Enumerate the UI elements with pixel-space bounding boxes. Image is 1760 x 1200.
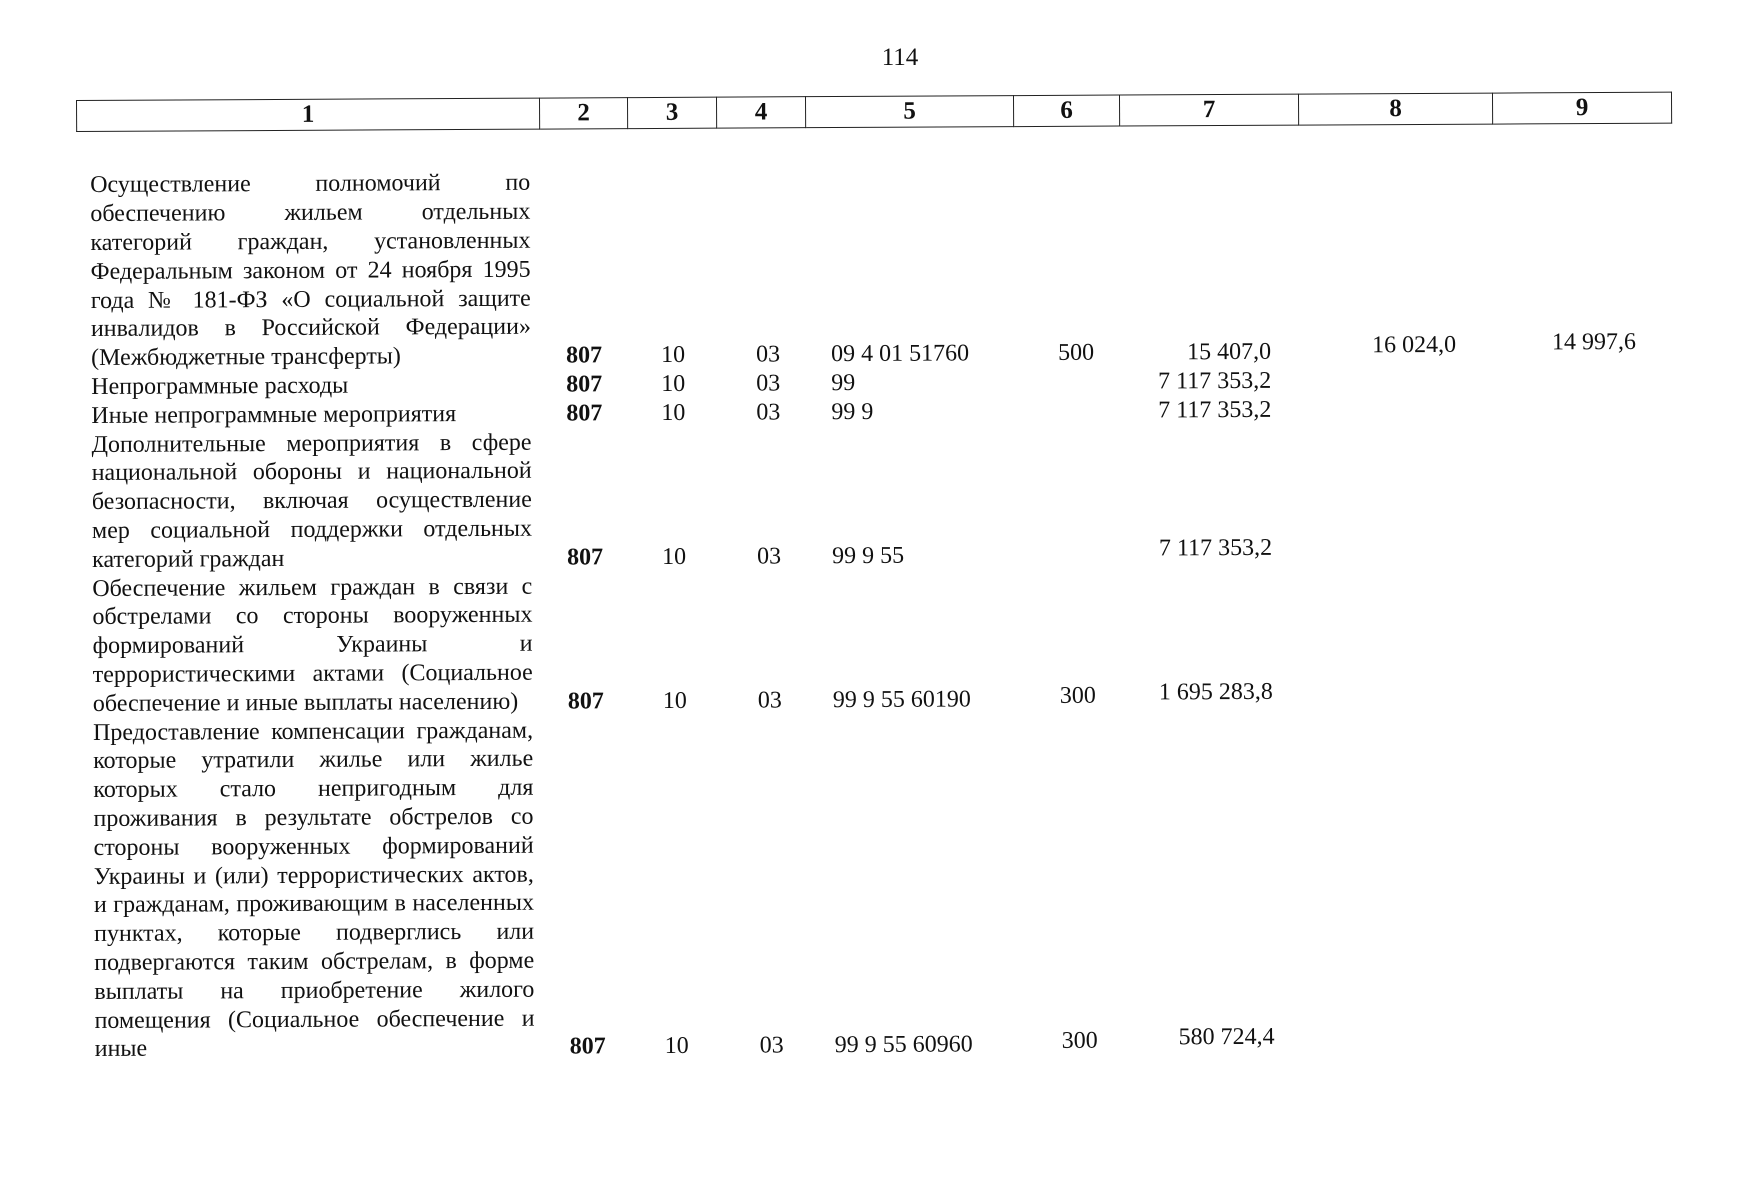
row-expense-type: 500 (1057, 339, 1095, 367)
row-sum-3: 14 997,6 (1551, 329, 1637, 356)
row-subsection: 03 (756, 370, 781, 397)
column-header-2: 2 (539, 98, 627, 129)
table-row (91, 422, 1682, 574)
row-target: 99 (831, 369, 856, 397)
row-sum-1: 7 117 353,2 (1158, 367, 1272, 395)
row-sum-1: 1 695 283,8 (1158, 678, 1273, 706)
row-section: 10 (661, 342, 686, 369)
row-code: 807 (567, 688, 604, 715)
column-header-1: 1 (77, 98, 540, 131)
row-sum-2: 16 024,0 (1371, 332, 1457, 359)
row-name: Осуществление полномочий по обеспечению жильем отдельных категорий граждан, установленных Федеральным законом от 24 ноября 1995 года № 181-ФЗ «О социальной защите инвалидов в Российской Федерации» (Межбюджетные трансферты) (90, 170, 531, 372)
row-code: 807 (569, 1033, 606, 1060)
row-target: 99 9 55 60960 (834, 1031, 973, 1059)
row-section: 10 (662, 687, 687, 714)
row-name: Предоставление компенсации гражданам, которые утратили жилье или жилье которых стало непригодным для проживания в результате обстрелов со стороны вооруженных формирований Украины и (или) террористических актов, и гражданам, проживающим в населенных пунктах, которые подверглись или подвергаются таким обстрелам, в форме выплаты на приобретение жилого помещения (Социальное обеспечение и иные (92, 717, 535, 1063)
column-header-table (76, 92, 1672, 132)
row-code: 807 (566, 371, 603, 398)
column-header-5: 5 (805, 96, 1013, 128)
table-row (93, 710, 1685, 1064)
row-subsection: 03 (757, 543, 782, 570)
row-name: Обеспечение жильем граждан в связи с обстрелами со стороны вооруженных формирований Украины и террористическими актами (Социальное обеспечение и иные выплаты населению) (92, 573, 533, 717)
column-header-6: 6 (1013, 95, 1119, 127)
row-sum-1: 15 407,0 (1186, 339, 1272, 366)
row-section: 10 (664, 1033, 689, 1060)
column-header-row (77, 92, 1672, 131)
row-name: Иные непрограммные мероприятия (91, 400, 457, 429)
column-header-7: 7 (1119, 94, 1298, 126)
row-expense-type: 300 (1061, 1028, 1098, 1055)
column-header-3: 3 (627, 97, 716, 128)
budget-table-body (90, 144, 1685, 1064)
row-sum-1: 7 117 353,2 (1158, 396, 1272, 424)
row-name: Дополнительные мероприятия в сфере национальной обороны и национальной безопасности, включая осуществление мер социальной поддержки отдельных категорий граждан (91, 429, 533, 573)
row-sum-1: 580 724,4 (1178, 1024, 1275, 1051)
column-header-9: 9 (1492, 92, 1671, 124)
column-header-4: 4 (716, 97, 805, 128)
row-target: 99 9 55 60190 (832, 686, 971, 713)
row-section: 10 (661, 399, 686, 426)
row-code: 807 (566, 400, 603, 427)
row-target: 99 9 (831, 398, 874, 425)
page-number: 114 (881, 44, 919, 71)
row-subsection: 03 (756, 341, 781, 368)
row-section: 10 (661, 370, 686, 398)
column-header-8: 8 (1298, 93, 1492, 125)
row-name: Непрограммные расходы (91, 372, 349, 400)
row-sum-2 (1275, 1057, 1460, 1058)
row-sum-3 (1460, 1056, 1640, 1057)
row-sum-1: 7 117 353,2 (1158, 534, 1273, 562)
row-target: 09 4 01 51760 (831, 340, 970, 368)
row-expense-type: 300 (1059, 682, 1096, 709)
table-row (90, 144, 1681, 373)
row-section: 10 (662, 543, 687, 570)
row-subsection: 03 (756, 399, 781, 426)
row-subsection: 03 (759, 1032, 784, 1059)
row-target: 99 9 55 (832, 542, 905, 569)
row-code: 807 (567, 544, 604, 571)
table-row (92, 566, 1683, 718)
row-subsection: 03 (757, 687, 782, 714)
row-code: 807 (566, 342, 603, 369)
